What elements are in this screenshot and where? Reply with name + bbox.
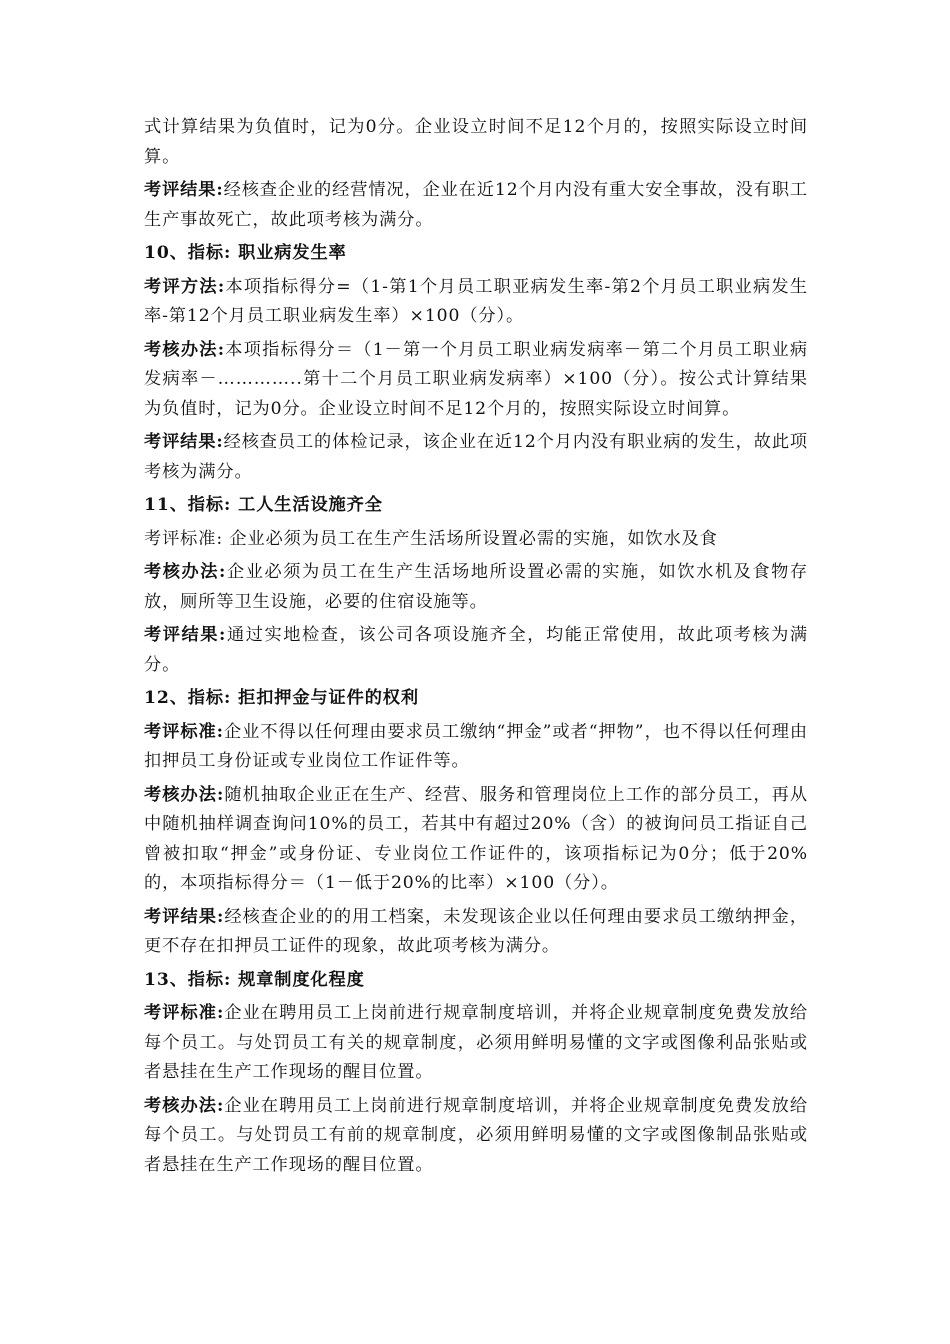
paragraph-evaluation-result [144, 621, 808, 680]
paragraph-text: 企业不得以任何理由要求员工缴纳“押金”或者“押物”，也不得以任何理由扣押员工身份证或专业岗位工作证件等。 [144, 721, 808, 771]
paragraph-evaluation-standard [144, 525, 808, 555]
paragraph-assessment-method [144, 1092, 808, 1181]
paragraph-text: 考评标准: 企业必须为员工在生产生活场所设置必需的实施，如饮水及食 [144, 528, 718, 549]
document-page [144, 113, 808, 1184]
paragraph-label: 考评标准: [144, 1003, 225, 1023]
paragraph-text: 企业在聘用员工上岗前进行规章制度培训，并将企业规章制度免费发放给每个员工。与处罚员工有前的规章制度，必须用鲜明易懂的文字或图像制品张贴或者悬挂在生产工作现场的醒目位置。 [144, 1095, 808, 1175]
paragraph-assessment-method [144, 336, 808, 425]
paragraph-continued [144, 113, 808, 172]
paragraph-text: 随机抽取企业正在生产、经营、服务和管理岗位上工作的部分员工，再从中随机抽样调查询问10%的员工，若其中有超过20%（含）的被询问员工指证自己曾被扣取“押金”或身份证、专业岗位工作证件的，该项指标记为0分；低于20%的，本项指标得分＝（1－低于20%的比率）×100（分）。 [144, 784, 808, 893]
paragraph-label: 考核办法: [144, 339, 225, 360]
section-heading-10: 10、指标: 职业病发生率 [144, 243, 347, 263]
paragraph-label: 考核办法: [144, 784, 225, 805]
paragraph-evaluation-result [144, 176, 808, 235]
paragraph-text: 本项指标得分=（1-第1个月员工职亚病发生率-第2个月员工职业病发生率-第12个月员工职业病发生率）×100（分）。 [144, 276, 808, 326]
paragraph-label: 考核办法: [144, 562, 227, 582]
paragraph-label: 考评结果: [144, 180, 224, 200]
section-heading-12: 12、指标: 拒扣押金与证件的权利 [144, 688, 419, 708]
paragraph-text: 通过实地检查，该公司各项设施齐全，均能正常使用，故此项考核为满分。 [144, 625, 808, 675]
paragraph-label: 考核办法: [144, 1095, 225, 1116]
paragraph-text: 企业必须为员工在生产生活场地所设置必需的实施，如饮水机及食物存放，厕所等卫生设施，必要的住宿设施等。 [144, 562, 808, 612]
paragraph-text: 经核查企业的的用工档案，未发现该企业以任何理由要求员工缴纳押金，更不存在扣押员工证件的现象，故此项考核为满分。 [144, 906, 808, 956]
paragraph-label: 考评结果: [144, 906, 225, 927]
paragraph-text: 经核查企业的经营情况，企业在近12个月内没有重大安全事故，没有职工生产事故死亡，故此项考核为满分。 [144, 180, 808, 230]
paragraph-text: 企业在聘用员工上岗前进行规章制度培训，并将企业规章制度免费发放给每个员工。与处罚员工有关的规章制度，必须用鲜明易懂的文字或图像利品张贴或者悬挂在生产工作现场的醒目位置。 [144, 1003, 808, 1082]
paragraph-assessment-method [144, 558, 808, 617]
paragraph-evaluation-result [144, 903, 808, 962]
paragraph-assessment-method [144, 781, 808, 899]
paragraph-evaluation-standard [144, 999, 808, 1088]
paragraph-label: 考评标准: [144, 721, 224, 742]
paragraph-text: 经核查员工的体检记录，该企业在近12个月内没有职业病的发生，故此项考核为满分。 [144, 432, 808, 482]
paragraph-evaluation-method [144, 273, 808, 332]
paragraph-evaluation-result [144, 428, 808, 487]
paragraph-text: 式计算结果为负值时，记为0分。企业设立时间不足12个月的，按照实际设立时间算。 [144, 117, 808, 167]
paragraph-label: 考评结果: [144, 432, 224, 452]
paragraph-label: 考评结果: [144, 625, 227, 645]
section-heading-13: 13、指标: 规章制度化程度 [144, 969, 365, 990]
paragraph-evaluation-standard [144, 718, 808, 777]
paragraph-label: 考评方法: [144, 276, 226, 297]
section-heading-11: 11、指标: 工人生活设施齐全 [144, 495, 383, 515]
paragraph-text: 本项指标得分＝（1－第一个月员工职业病发病率－第二个月员工职业病发病率－…………..第十二个月员工职业病发病率）×100（分）。按公式计算结果为负值时，记为0分。企业设立时间不足12个月的，按照实际设立时间算。 [144, 339, 808, 419]
